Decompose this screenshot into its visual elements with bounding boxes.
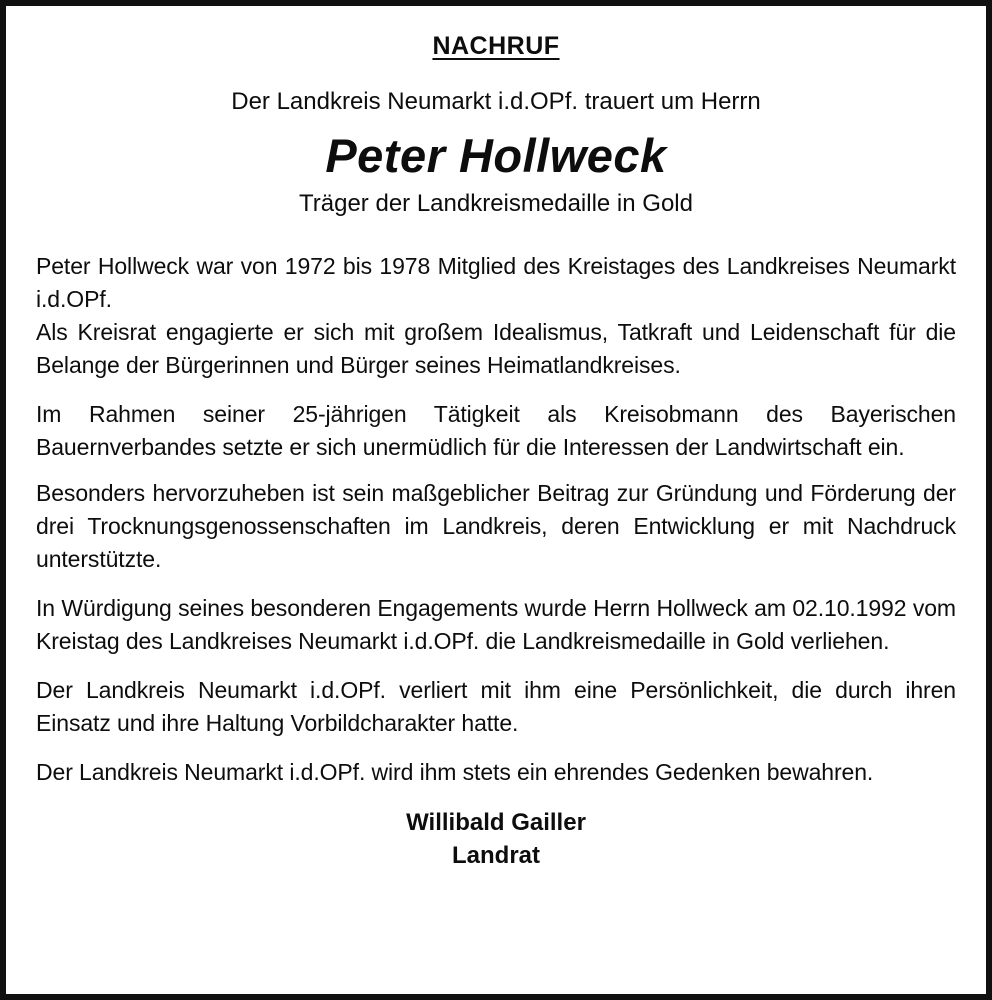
kicker-title: NACHRUF <box>432 32 560 60</box>
paragraph-bauernverband: Im Rahmen seiner 25-jährigen Tätigkeit als Kreisobmann des Bayerischen Bauernverbandes setzte er sich unermüdlich für die Interessen der Landwirtschaft ein. <box>36 401 956 460</box>
paragraph-kreisrat: Als Kreisrat engagierte er sich mit großem Idealismus, Tatkraft und Leidenschaft für die Belange der Bürgerinnen und Bürger seines Heimatlandkreises. <box>36 319 956 378</box>
signature-block <box>36 806 956 872</box>
deceased-name: Peter Hollweck <box>325 129 667 182</box>
obituary-header <box>36 32 956 218</box>
signature-title: Landrat <box>451 842 540 869</box>
signature-name: Willibald Gailler <box>406 809 586 836</box>
paragraph-genossenschaften: Besonders hervorzuheben ist sein maßgeblicher Beitrag zur Gründung und Förderung der drei Trocknungsgenossenschaften im Landkreis, deren Entwicklung er mit Nachdruck unterstützte. <box>36 480 956 572</box>
obituary-body <box>36 250 956 789</box>
paragraph-persoenlichkeit: Der Landkreis Neumarkt i.d.OPf. verliert mit ihm eine Persönlichkeit, die durch ihren Einsatz und ihre Haltung Vorbildcharakter hatte. <box>36 677 956 736</box>
paragraph-tenure: Peter Hollweck war von 1972 bis 1978 Mitglied des Kreistages des Landkreises Neumarkt i.d.OPf. <box>36 253 956 312</box>
intro-line: Der Landkreis Neumarkt i.d.OPf. trauert um Herrn <box>231 88 761 115</box>
honor-line: Träger der Landkreismedaille in Gold <box>299 190 693 217</box>
paragraph-gedenken: Der Landkreis Neumarkt i.d.OPf. wird ihm stets ein ehrendes Gedenken bewahren. <box>36 759 874 785</box>
paragraph-medaille: In Würdigung seines besonderen Engagements wurde Herrn Hollweck am 02.10.1992 vom Kreistag des Landkreises Neumarkt i.d.OPf. die Landkreismedaille in Gold verliehen. <box>36 595 956 654</box>
